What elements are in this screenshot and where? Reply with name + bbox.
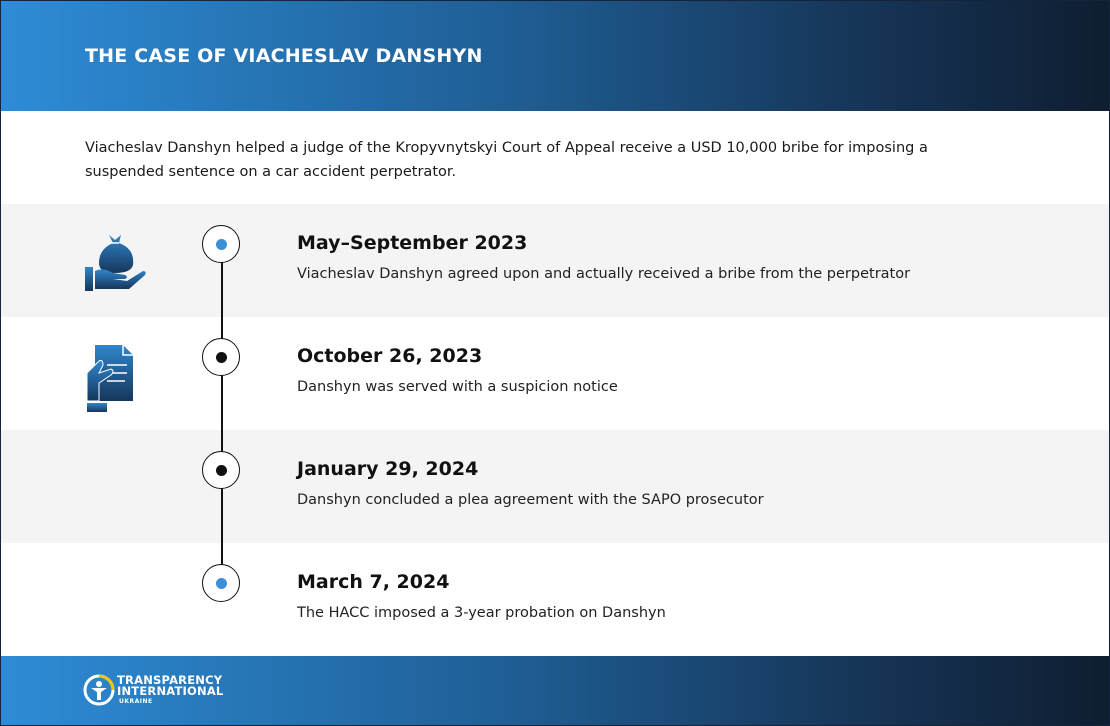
timeline-node — [202, 564, 240, 602]
event-date: October 26, 2023 — [297, 345, 483, 367]
event-description: Viacheslav Danshyn agreed upon and actually received a bribe from the perpetrator — [297, 266, 911, 282]
logo-text-line2: INTERNATIONAL — [117, 684, 224, 698]
event-date: March 7, 2024 — [297, 571, 450, 593]
footer-banner — [1, 656, 1109, 726]
timeline-node — [202, 451, 240, 489]
intro-text: Viacheslav Danshyn helped a judge of the Kropyvnytskyi Court of Appeal receive a USD 10,000 bribe for imposing a suspended sentence on a car accident perpetrator. — [85, 140, 928, 180]
event-description: Danshyn was served with a suspicion notice — [297, 379, 618, 395]
timeline-line — [221, 244, 223, 583]
document-hand-icon — [85, 343, 135, 415]
logo-text-line3: UKRAINE — [119, 698, 153, 705]
timeline-row — [1, 543, 1109, 656]
timeline-dot — [216, 465, 227, 476]
timeline-dot — [216, 352, 227, 363]
event-date: January 29, 2024 — [297, 458, 479, 480]
timeline-dot — [216, 239, 227, 250]
timeline-row — [1, 204, 1109, 317]
timeline-row — [1, 317, 1109, 430]
logo-emblem-icon — [83, 674, 115, 706]
header-banner — [1, 1, 1109, 111]
money-bag-hand-icon — [85, 231, 147, 293]
logo-text-line1: TRANSPARENCY — [117, 673, 223, 687]
timeline-node — [202, 225, 240, 263]
event-date: May–September 2023 — [297, 232, 528, 254]
event-description: The HACC imposed a 3-year probation on Danshyn — [297, 605, 666, 621]
page-title: THE CASE OF VIACHESLAV DANSHYN — [85, 45, 483, 67]
timeline-row — [1, 430, 1109, 543]
timeline-node — [202, 338, 240, 376]
organization-logo — [83, 672, 228, 710]
timeline-dot — [216, 578, 227, 589]
event-description: Danshyn concluded a plea agreement with the SAPO prosecutor — [297, 492, 764, 508]
